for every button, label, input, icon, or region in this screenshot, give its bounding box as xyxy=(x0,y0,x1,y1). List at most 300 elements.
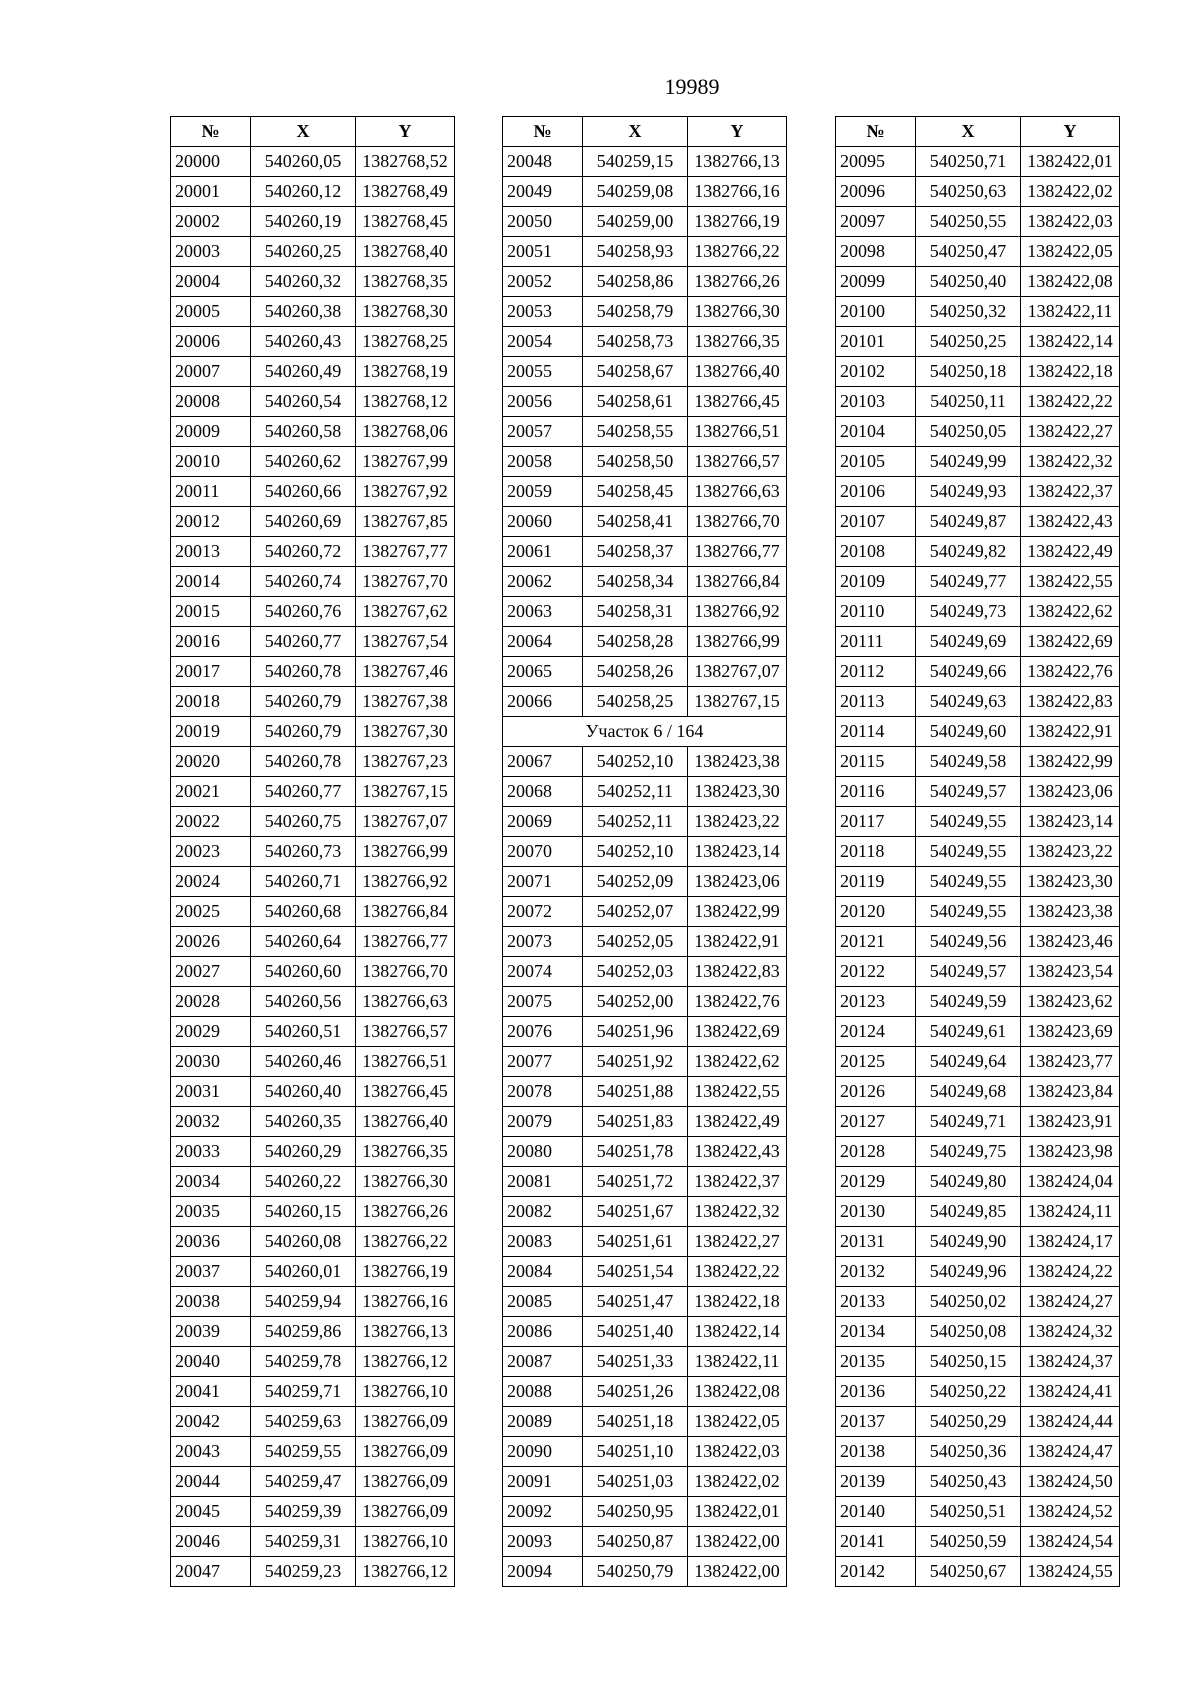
table-row xyxy=(503,207,787,237)
table-row xyxy=(503,1497,787,1527)
table-row xyxy=(836,987,1120,1017)
x-coordinate: 540249,71 xyxy=(916,1107,1021,1137)
table-row xyxy=(836,837,1120,867)
table-row xyxy=(503,417,787,447)
table-row xyxy=(171,147,455,177)
point-number: 20094 xyxy=(503,1557,583,1587)
y-coordinate: 1382423,77 xyxy=(1021,1047,1120,1077)
y-coordinate: 1382767,15 xyxy=(688,687,787,717)
y-coordinate: 1382422,03 xyxy=(688,1437,787,1467)
x-coordinate: 540249,64 xyxy=(916,1047,1021,1077)
x-coordinate: 540251,10 xyxy=(583,1437,688,1467)
x-coordinate: 540252,00 xyxy=(583,987,688,1017)
x-coordinate: 540259,23 xyxy=(251,1557,356,1587)
point-number: 20007 xyxy=(171,357,251,387)
header-y: Y xyxy=(688,117,787,147)
table-row xyxy=(171,1077,455,1107)
point-number: 20112 xyxy=(836,657,916,687)
table-row xyxy=(503,657,787,687)
y-coordinate: 1382423,22 xyxy=(1021,837,1120,867)
point-number: 20020 xyxy=(171,747,251,777)
y-coordinate: 1382423,69 xyxy=(1021,1017,1120,1047)
x-coordinate: 540258,50 xyxy=(583,447,688,477)
x-coordinate: 540259,47 xyxy=(251,1467,356,1497)
point-number: 20131 xyxy=(836,1227,916,1257)
x-coordinate: 540260,38 xyxy=(251,297,356,327)
table-row xyxy=(836,267,1120,297)
table-row xyxy=(836,897,1120,927)
table-row xyxy=(503,177,787,207)
x-coordinate: 540249,77 xyxy=(916,567,1021,597)
table-row xyxy=(836,447,1120,477)
x-coordinate: 540251,26 xyxy=(583,1377,688,1407)
y-coordinate: 1382766,45 xyxy=(688,387,787,417)
header-x: X xyxy=(583,117,688,147)
x-coordinate: 540258,93 xyxy=(583,237,688,267)
x-coordinate: 540260,74 xyxy=(251,567,356,597)
table-row xyxy=(171,537,455,567)
x-coordinate: 540252,11 xyxy=(583,777,688,807)
point-number: 20109 xyxy=(836,567,916,597)
x-coordinate: 540260,78 xyxy=(251,747,356,777)
y-coordinate: 1382423,14 xyxy=(688,837,787,867)
table-row xyxy=(171,567,455,597)
x-coordinate: 540260,73 xyxy=(251,837,356,867)
x-coordinate: 540250,95 xyxy=(583,1497,688,1527)
table-row xyxy=(171,177,455,207)
x-coordinate: 540260,08 xyxy=(251,1227,356,1257)
table-row xyxy=(171,1467,455,1497)
x-coordinate: 540258,61 xyxy=(583,387,688,417)
point-number: 20116 xyxy=(836,777,916,807)
x-coordinate: 540260,68 xyxy=(251,897,356,927)
table-row xyxy=(503,627,787,657)
table-row xyxy=(836,567,1120,597)
y-coordinate: 1382424,55 xyxy=(1021,1557,1120,1587)
x-coordinate: 540249,69 xyxy=(916,627,1021,657)
point-number: 20038 xyxy=(171,1287,251,1317)
point-number: 20089 xyxy=(503,1407,583,1437)
table-row xyxy=(503,747,787,777)
table-row xyxy=(171,207,455,237)
point-number: 20119 xyxy=(836,867,916,897)
y-coordinate: 1382424,37 xyxy=(1021,1347,1120,1377)
table-row xyxy=(836,297,1120,327)
y-coordinate: 1382766,70 xyxy=(356,957,455,987)
table-row xyxy=(836,687,1120,717)
table-row xyxy=(171,1287,455,1317)
y-coordinate: 1382768,30 xyxy=(356,297,455,327)
x-coordinate: 540258,34 xyxy=(583,567,688,597)
y-coordinate: 1382422,69 xyxy=(1021,627,1120,657)
y-coordinate: 1382766,09 xyxy=(356,1437,455,1467)
y-coordinate: 1382766,92 xyxy=(356,867,455,897)
y-coordinate: 1382422,32 xyxy=(1021,447,1120,477)
table-row xyxy=(503,867,787,897)
header-number: № xyxy=(503,117,583,147)
table-header-row xyxy=(171,117,455,147)
table-row xyxy=(836,507,1120,537)
y-coordinate: 1382768,35 xyxy=(356,267,455,297)
table-row xyxy=(836,177,1120,207)
coordinates-table-2 xyxy=(502,116,787,1587)
x-coordinate: 540251,54 xyxy=(583,1257,688,1287)
x-coordinate: 540251,78 xyxy=(583,1137,688,1167)
y-coordinate: 1382766,63 xyxy=(356,987,455,1017)
table-row xyxy=(171,1107,455,1137)
point-number: 20071 xyxy=(503,867,583,897)
point-number: 20103 xyxy=(836,387,916,417)
y-coordinate: 1382424,47 xyxy=(1021,1437,1120,1467)
table-row xyxy=(503,327,787,357)
y-coordinate: 1382422,18 xyxy=(1021,357,1120,387)
x-coordinate: 540249,57 xyxy=(916,957,1021,987)
table-row xyxy=(503,147,787,177)
y-coordinate: 1382422,49 xyxy=(688,1107,787,1137)
point-number: 20101 xyxy=(836,327,916,357)
table-row xyxy=(171,837,455,867)
point-number: 20098 xyxy=(836,237,916,267)
x-coordinate: 540260,32 xyxy=(251,267,356,297)
point-number: 20092 xyxy=(503,1497,583,1527)
x-coordinate: 540250,32 xyxy=(916,297,1021,327)
y-coordinate: 1382767,70 xyxy=(356,567,455,597)
table-row xyxy=(836,597,1120,627)
x-coordinate: 540258,28 xyxy=(583,627,688,657)
section-label: Участок 6 / 164 xyxy=(503,717,787,747)
y-coordinate: 1382422,43 xyxy=(1021,507,1120,537)
x-coordinate: 540259,08 xyxy=(583,177,688,207)
y-coordinate: 1382766,09 xyxy=(356,1467,455,1497)
y-coordinate: 1382422,43 xyxy=(688,1137,787,1167)
y-coordinate: 1382422,22 xyxy=(1021,387,1120,417)
table-row xyxy=(171,1527,455,1557)
y-coordinate: 1382767,38 xyxy=(356,687,455,717)
table-row xyxy=(503,477,787,507)
x-coordinate: 540260,79 xyxy=(251,687,356,717)
point-number: 20039 xyxy=(171,1317,251,1347)
y-coordinate: 1382766,77 xyxy=(688,537,787,567)
table-row xyxy=(171,1017,455,1047)
y-coordinate: 1382422,01 xyxy=(1021,147,1120,177)
y-coordinate: 1382422,02 xyxy=(688,1467,787,1497)
table-row xyxy=(836,807,1120,837)
y-coordinate: 1382424,50 xyxy=(1021,1467,1120,1497)
point-number: 20129 xyxy=(836,1167,916,1197)
y-coordinate: 1382422,76 xyxy=(1021,657,1120,687)
point-number: 20135 xyxy=(836,1347,916,1377)
point-number: 20031 xyxy=(171,1077,251,1107)
table-row xyxy=(836,1017,1120,1047)
y-coordinate: 1382768,52 xyxy=(356,147,455,177)
point-number: 20067 xyxy=(503,747,583,777)
point-number: 20017 xyxy=(171,657,251,687)
point-number: 20005 xyxy=(171,297,251,327)
y-coordinate: 1382422,91 xyxy=(1021,717,1120,747)
point-number: 20059 xyxy=(503,477,583,507)
table-row xyxy=(503,1167,787,1197)
x-coordinate: 540251,40 xyxy=(583,1317,688,1347)
x-coordinate: 540259,63 xyxy=(251,1407,356,1437)
point-number: 20042 xyxy=(171,1407,251,1437)
x-coordinate: 540260,25 xyxy=(251,237,356,267)
point-number: 20036 xyxy=(171,1227,251,1257)
y-coordinate: 1382423,38 xyxy=(1021,897,1120,927)
table-row xyxy=(503,387,787,417)
y-coordinate: 1382423,14 xyxy=(1021,807,1120,837)
y-coordinate: 1382768,49 xyxy=(356,177,455,207)
y-coordinate: 1382767,85 xyxy=(356,507,455,537)
point-number: 20054 xyxy=(503,327,583,357)
x-coordinate: 540260,29 xyxy=(251,1137,356,1167)
table-row xyxy=(836,657,1120,687)
table-row xyxy=(836,387,1120,417)
point-number: 20013 xyxy=(171,537,251,567)
y-coordinate: 1382424,11 xyxy=(1021,1197,1120,1227)
table-row xyxy=(503,1227,787,1257)
y-coordinate: 1382423,38 xyxy=(688,747,787,777)
point-number: 20117 xyxy=(836,807,916,837)
table-row xyxy=(171,987,455,1017)
point-number: 20136 xyxy=(836,1377,916,1407)
point-number: 20095 xyxy=(836,147,916,177)
table-row xyxy=(836,1227,1120,1257)
header-y: Y xyxy=(356,117,455,147)
header-x: X xyxy=(251,117,356,147)
table-row xyxy=(836,1197,1120,1227)
table-header-row xyxy=(836,117,1120,147)
point-number: 20125 xyxy=(836,1047,916,1077)
point-number: 20142 xyxy=(836,1557,916,1587)
x-coordinate: 540249,75 xyxy=(916,1137,1021,1167)
x-coordinate: 540260,05 xyxy=(251,147,356,177)
point-number: 20088 xyxy=(503,1377,583,1407)
y-coordinate: 1382766,84 xyxy=(688,567,787,597)
x-coordinate: 540250,08 xyxy=(916,1317,1021,1347)
y-coordinate: 1382424,41 xyxy=(1021,1377,1120,1407)
table-row xyxy=(171,297,455,327)
y-coordinate: 1382767,62 xyxy=(356,597,455,627)
table-row xyxy=(171,1197,455,1227)
x-coordinate: 540249,59 xyxy=(916,987,1021,1017)
x-coordinate: 540251,83 xyxy=(583,1107,688,1137)
table-row xyxy=(171,747,455,777)
y-coordinate: 1382423,22 xyxy=(688,807,787,837)
x-coordinate: 540249,85 xyxy=(916,1197,1021,1227)
point-number: 20066 xyxy=(503,687,583,717)
y-coordinate: 1382423,30 xyxy=(688,777,787,807)
table-row xyxy=(836,747,1120,777)
point-number: 20002 xyxy=(171,207,251,237)
y-coordinate: 1382422,05 xyxy=(1021,237,1120,267)
table-row xyxy=(836,1437,1120,1467)
table-row xyxy=(503,927,787,957)
x-coordinate: 540250,18 xyxy=(916,357,1021,387)
table-row xyxy=(836,1077,1120,1107)
x-coordinate: 540260,60 xyxy=(251,957,356,987)
table-row xyxy=(503,987,787,1017)
table-row xyxy=(836,957,1120,987)
point-number: 20072 xyxy=(503,897,583,927)
point-number: 20074 xyxy=(503,957,583,987)
x-coordinate: 540259,15 xyxy=(583,147,688,177)
y-coordinate: 1382766,99 xyxy=(688,627,787,657)
table-row xyxy=(836,327,1120,357)
table-row xyxy=(171,1047,455,1077)
table-row xyxy=(503,837,787,867)
y-coordinate: 1382766,10 xyxy=(356,1527,455,1557)
y-coordinate: 1382766,92 xyxy=(688,597,787,627)
point-number: 20083 xyxy=(503,1227,583,1257)
y-coordinate: 1382767,77 xyxy=(356,537,455,567)
table-row xyxy=(171,657,455,687)
y-coordinate: 1382766,16 xyxy=(688,177,787,207)
y-coordinate: 1382423,06 xyxy=(688,867,787,897)
x-coordinate: 540249,87 xyxy=(916,507,1021,537)
x-coordinate: 540250,05 xyxy=(916,417,1021,447)
x-coordinate: 540251,88 xyxy=(583,1077,688,1107)
point-number: 20012 xyxy=(171,507,251,537)
y-coordinate: 1382766,84 xyxy=(356,897,455,927)
y-coordinate: 1382423,84 xyxy=(1021,1077,1120,1107)
y-coordinate: 1382766,45 xyxy=(356,1077,455,1107)
table-row xyxy=(836,1557,1120,1587)
y-coordinate: 1382766,13 xyxy=(688,147,787,177)
point-number: 20008 xyxy=(171,387,251,417)
x-coordinate: 540260,69 xyxy=(251,507,356,537)
point-number: 20077 xyxy=(503,1047,583,1077)
y-coordinate: 1382767,07 xyxy=(356,807,455,837)
point-number: 20068 xyxy=(503,777,583,807)
point-number: 20113 xyxy=(836,687,916,717)
y-coordinate: 1382422,08 xyxy=(688,1377,787,1407)
point-number: 20058 xyxy=(503,447,583,477)
x-coordinate: 540249,68 xyxy=(916,1077,1021,1107)
table-row xyxy=(171,777,455,807)
table-row xyxy=(836,477,1120,507)
y-coordinate: 1382422,99 xyxy=(1021,747,1120,777)
y-coordinate: 1382422,49 xyxy=(1021,537,1120,567)
point-number: 20011 xyxy=(171,477,251,507)
y-coordinate: 1382424,22 xyxy=(1021,1257,1120,1287)
table-row xyxy=(171,1557,455,1587)
x-coordinate: 540252,07 xyxy=(583,897,688,927)
table-row xyxy=(836,1467,1120,1497)
y-coordinate: 1382766,26 xyxy=(688,267,787,297)
table-row xyxy=(836,237,1120,267)
y-coordinate: 1382424,17 xyxy=(1021,1227,1120,1257)
x-coordinate: 540250,15 xyxy=(916,1347,1021,1377)
table-row xyxy=(171,717,455,747)
y-coordinate: 1382766,40 xyxy=(688,357,787,387)
point-number: 20096 xyxy=(836,177,916,207)
x-coordinate: 540258,79 xyxy=(583,297,688,327)
y-coordinate: 1382766,26 xyxy=(356,1197,455,1227)
table-row xyxy=(171,357,455,387)
table-row xyxy=(503,1557,787,1587)
table-row xyxy=(836,1137,1120,1167)
table-row xyxy=(503,507,787,537)
point-number: 20106 xyxy=(836,477,916,507)
table-row xyxy=(836,1497,1120,1527)
x-coordinate: 540252,10 xyxy=(583,747,688,777)
y-coordinate: 1382422,27 xyxy=(1021,417,1120,447)
table-row xyxy=(836,867,1120,897)
point-number: 20018 xyxy=(171,687,251,717)
x-coordinate: 540260,76 xyxy=(251,597,356,627)
coordinates-table-1 xyxy=(170,116,455,1587)
table-row xyxy=(171,387,455,417)
table-row xyxy=(836,417,1120,447)
point-number: 20051 xyxy=(503,237,583,267)
y-coordinate: 1382767,54 xyxy=(356,627,455,657)
point-number: 20085 xyxy=(503,1287,583,1317)
point-number: 20030 xyxy=(171,1047,251,1077)
table-row xyxy=(171,1257,455,1287)
point-number: 20004 xyxy=(171,267,251,297)
point-number: 20130 xyxy=(836,1197,916,1227)
table-row xyxy=(836,1287,1120,1317)
y-coordinate: 1382766,51 xyxy=(356,1047,455,1077)
x-coordinate: 540249,55 xyxy=(916,807,1021,837)
x-coordinate: 540251,92 xyxy=(583,1047,688,1077)
table-row xyxy=(503,1467,787,1497)
point-number: 20063 xyxy=(503,597,583,627)
y-coordinate: 1382422,76 xyxy=(688,987,787,1017)
y-coordinate: 1382767,99 xyxy=(356,447,455,477)
x-coordinate: 540249,63 xyxy=(916,687,1021,717)
point-number: 20016 xyxy=(171,627,251,657)
point-number: 20019 xyxy=(171,717,251,747)
table-row xyxy=(171,447,455,477)
table-row xyxy=(503,1407,787,1437)
table-row xyxy=(503,597,787,627)
x-coordinate: 540252,10 xyxy=(583,837,688,867)
point-number: 20062 xyxy=(503,567,583,597)
table-row xyxy=(836,1527,1120,1557)
table-row xyxy=(836,147,1120,177)
table-row xyxy=(503,1137,787,1167)
y-coordinate: 1382423,46 xyxy=(1021,927,1120,957)
y-coordinate: 1382768,12 xyxy=(356,387,455,417)
point-number: 20014 xyxy=(171,567,251,597)
point-number: 20053 xyxy=(503,297,583,327)
point-number: 20134 xyxy=(836,1317,916,1347)
x-coordinate: 540260,19 xyxy=(251,207,356,237)
point-number: 20075 xyxy=(503,987,583,1017)
table-row xyxy=(503,1257,787,1287)
x-coordinate: 540259,94 xyxy=(251,1287,356,1317)
point-number: 20061 xyxy=(503,537,583,567)
x-coordinate: 540250,25 xyxy=(916,327,1021,357)
table-row xyxy=(171,687,455,717)
point-number: 20001 xyxy=(171,177,251,207)
y-coordinate: 1382424,52 xyxy=(1021,1497,1120,1527)
x-coordinate: 540258,31 xyxy=(583,597,688,627)
y-coordinate: 1382422,11 xyxy=(688,1347,787,1377)
point-number: 20009 xyxy=(171,417,251,447)
x-coordinate: 540249,58 xyxy=(916,747,1021,777)
y-coordinate: 1382423,30 xyxy=(1021,867,1120,897)
x-coordinate: 540249,96 xyxy=(916,1257,1021,1287)
point-number: 20056 xyxy=(503,387,583,417)
x-coordinate: 540260,66 xyxy=(251,477,356,507)
page-number: 19989 xyxy=(664,74,720,99)
x-coordinate: 540260,12 xyxy=(251,177,356,207)
x-coordinate: 540260,22 xyxy=(251,1167,356,1197)
table-row xyxy=(836,627,1120,657)
y-coordinate: 1382423,54 xyxy=(1021,957,1120,987)
